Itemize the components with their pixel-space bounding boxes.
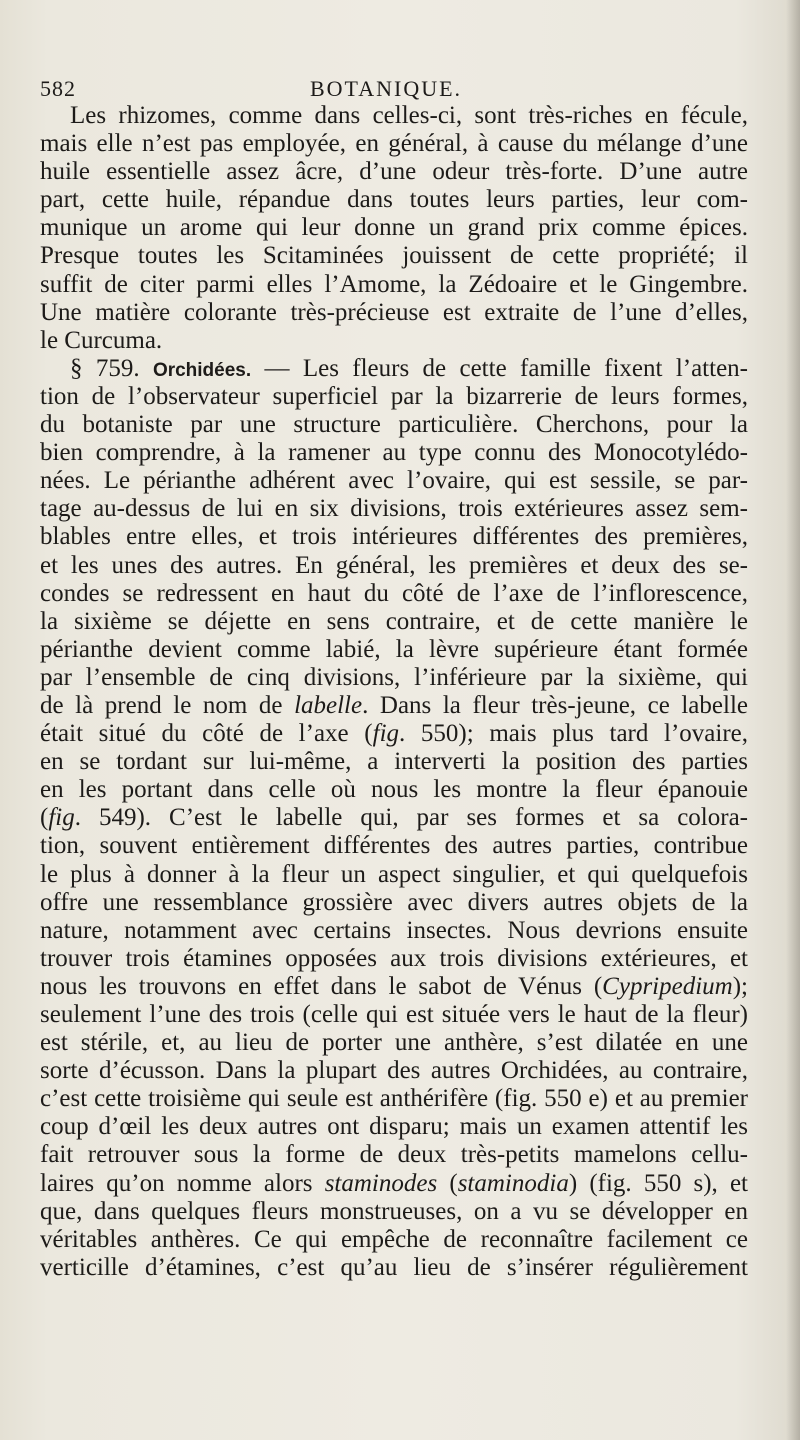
text-run: par l’ensemble de cinq divisions, l’inférieure par la sixième, qui <box>40 663 748 691</box>
text-line <box>40 327 748 355</box>
text-line <box>40 636 748 664</box>
text-line <box>40 467 748 495</box>
text-line <box>40 1029 748 1057</box>
page-edge-shadow <box>786 0 800 1440</box>
text-line <box>40 1170 748 1198</box>
text-run: en les portant dans celle où nous les montre la fleur épanouie <box>40 776 748 804</box>
text-run: le Curcuma. <box>40 326 163 354</box>
text-run: verticille d’étamines, c’est qu’au lieu de s’insérer régulièrement <box>40 1253 748 1281</box>
text-line <box>40 1001 748 1029</box>
text-run: . 550); mais plus tard l’ovaire, <box>399 720 748 748</box>
italic-term: staminodes <box>324 1169 438 1197</box>
text-line <box>40 1141 748 1169</box>
text-run: — Les fleurs de cette famille fixent l’atten- <box>251 354 748 382</box>
text-run: de là prend le nom de <box>40 691 295 719</box>
section-heading: Orchidées. <box>152 359 252 381</box>
text-run: suffit de citer parmi elles l’Amome, la Zédoaire et le Gingembre. <box>40 270 748 298</box>
text-run: . Dans la fleur très-jeune, ce labelle <box>362 691 748 719</box>
text-run: tion, souvent entièrement différentes des autres parties, contribue <box>40 832 748 860</box>
text-line <box>40 720 748 748</box>
text-run: part, cette huile, répandue dans toutes leurs parties, leur com- <box>40 186 748 214</box>
text-line <box>40 299 748 327</box>
text-run: coup d’œil les deux autres ont disparu; mais un examen attentif les <box>40 1113 748 1141</box>
text-line <box>40 355 748 383</box>
text-run: est stérile, et, au lieu de porter une anthère, s’est dilatée en une <box>40 1029 748 1057</box>
text-run: en se tordant sur lui-même, a interverti la position des parties <box>40 748 748 776</box>
text-line <box>40 608 748 636</box>
text-line <box>40 748 748 776</box>
text-run: bien comprendre, à la ramener au type connu des Monocotylédo- <box>40 439 748 467</box>
text-line <box>40 776 748 804</box>
text-line <box>40 1085 748 1113</box>
text-run: huile essentielle assez âcre, d’une odeur très-forte. D’une autre <box>40 158 748 186</box>
text-line <box>40 580 748 608</box>
body-text <box>40 102 748 1282</box>
text-line <box>40 552 748 580</box>
text-run: . 549). C’est le labelle qui, par ses formes et sa colora- <box>74 804 748 832</box>
page-number: 582 <box>40 76 76 101</box>
text-line <box>40 917 748 945</box>
text-run: trouver trois étamines opposées aux trois divisions extérieures, et <box>40 944 748 972</box>
text-run: le plus à donner à la fleur un aspect singulier, et qui quelquefois <box>40 860 748 888</box>
text-run: ( <box>40 804 49 832</box>
text-line <box>40 664 748 692</box>
text-run: tion de l’observateur superficiel par la bizarrerie de leurs formes, <box>40 382 748 410</box>
text-line <box>40 242 748 270</box>
text-run: nature, notamment avec certains insectes. Nous devrions ensuite <box>40 916 748 944</box>
italic-term: staminodia <box>457 1169 569 1197</box>
text-run: blables entre elles, et trois intérieures différentes des premières, <box>40 523 748 551</box>
text-run: laires qu’on nomme alors <box>40 1169 325 1197</box>
text-run: ( <box>437 1169 458 1197</box>
text-line <box>40 1226 748 1254</box>
running-head: BOTANIQUE. <box>310 76 463 101</box>
text-run: était situé du côté de l’axe ( <box>40 720 373 748</box>
text-line <box>40 804 748 832</box>
text-run: Les rhizomes, comme dans celles-ci, sont très-riches en fécule, <box>70 102 748 129</box>
italic-term: fig <box>48 804 75 832</box>
text-run: ); <box>732 972 748 1000</box>
text-line <box>40 832 748 860</box>
text-line <box>40 383 748 411</box>
text-run: offre une ressemblance grossière avec divers autres objets de la <box>40 888 748 916</box>
text-run: fait retrouver sous la forme de deux très-petits mamelons cellu- <box>40 1141 748 1169</box>
text-run: c’est cette troisième qui seule est anthérifère (fig. 550 e) et au premier <box>40 1085 748 1113</box>
italic-term: labelle <box>294 691 363 719</box>
text-line <box>40 186 748 214</box>
text-line <box>40 1113 748 1141</box>
text-run: nous les trouvons en effet dans le sabot de Vénus ( <box>40 972 603 1000</box>
text-line <box>40 214 748 242</box>
italic-term: Cypripedium <box>602 972 733 1000</box>
text-line <box>40 158 748 186</box>
text-run: tage au-dessus de lui en six divisions, trois extérieures assez sem- <box>40 495 748 523</box>
text-run: condes se redressent en haut du côté de l’axe de l’inflorescence, <box>40 579 748 607</box>
text-run: sorte d’écusson. Dans la plupart des autres Orchidées, au contraire, <box>40 1057 748 1085</box>
text-line <box>40 692 748 720</box>
text-line <box>40 411 748 439</box>
text-run: du botaniste par une structure particulière. Cherchons, pour la <box>40 411 748 439</box>
text-run: ) (fig. 550 s), et <box>568 1169 748 1197</box>
text-line <box>40 861 748 889</box>
text-line <box>40 271 748 299</box>
text-line <box>40 523 748 551</box>
text-line <box>40 130 748 158</box>
text-line <box>40 1254 748 1282</box>
text-run: véritables anthères. Ce qui empêche de reconnaître facilement ce <box>40 1225 748 1253</box>
text-run: et les unes des autres. En général, les premières et deux des se- <box>40 551 748 579</box>
text-line <box>40 1057 748 1085</box>
text-line <box>40 439 748 467</box>
text-line <box>40 889 748 917</box>
text-run: nées. Le périanthe adhérent avec l’ovaire, qui est sessile, se par- <box>40 467 748 495</box>
text-run: munique un arome qui leur donne un grand prix comme épices. <box>40 214 748 242</box>
text-run: seulement l’une des trois (celle qui est située vers le haut de la fleur) <box>40 1001 748 1028</box>
text-run: mais elle n’est pas employée, en général, à cause du mélange d’une <box>40 130 748 158</box>
text-run: § 759. <box>70 354 153 382</box>
text-run: Une matière colorante très-précieuse est extraite de l’une d’elles, <box>40 298 748 326</box>
text-run: que, dans quelques fleurs monstrueuses, on a vu se développer en <box>40 1197 748 1225</box>
text-line <box>40 495 748 523</box>
text-line <box>40 945 748 973</box>
text-line <box>40 973 748 1001</box>
text-line <box>40 102 748 130</box>
text-run: la sixième se déjette en sens contraire, et de cette manière le <box>40 607 748 635</box>
text-line <box>40 1198 748 1226</box>
text-run: périanthe devient comme labié, la lèvre supérieure étant formée <box>40 635 748 663</box>
italic-term: fig <box>372 720 400 748</box>
text-run: Presque toutes les Scitaminées jouissent de cette propriété; il <box>40 242 748 270</box>
